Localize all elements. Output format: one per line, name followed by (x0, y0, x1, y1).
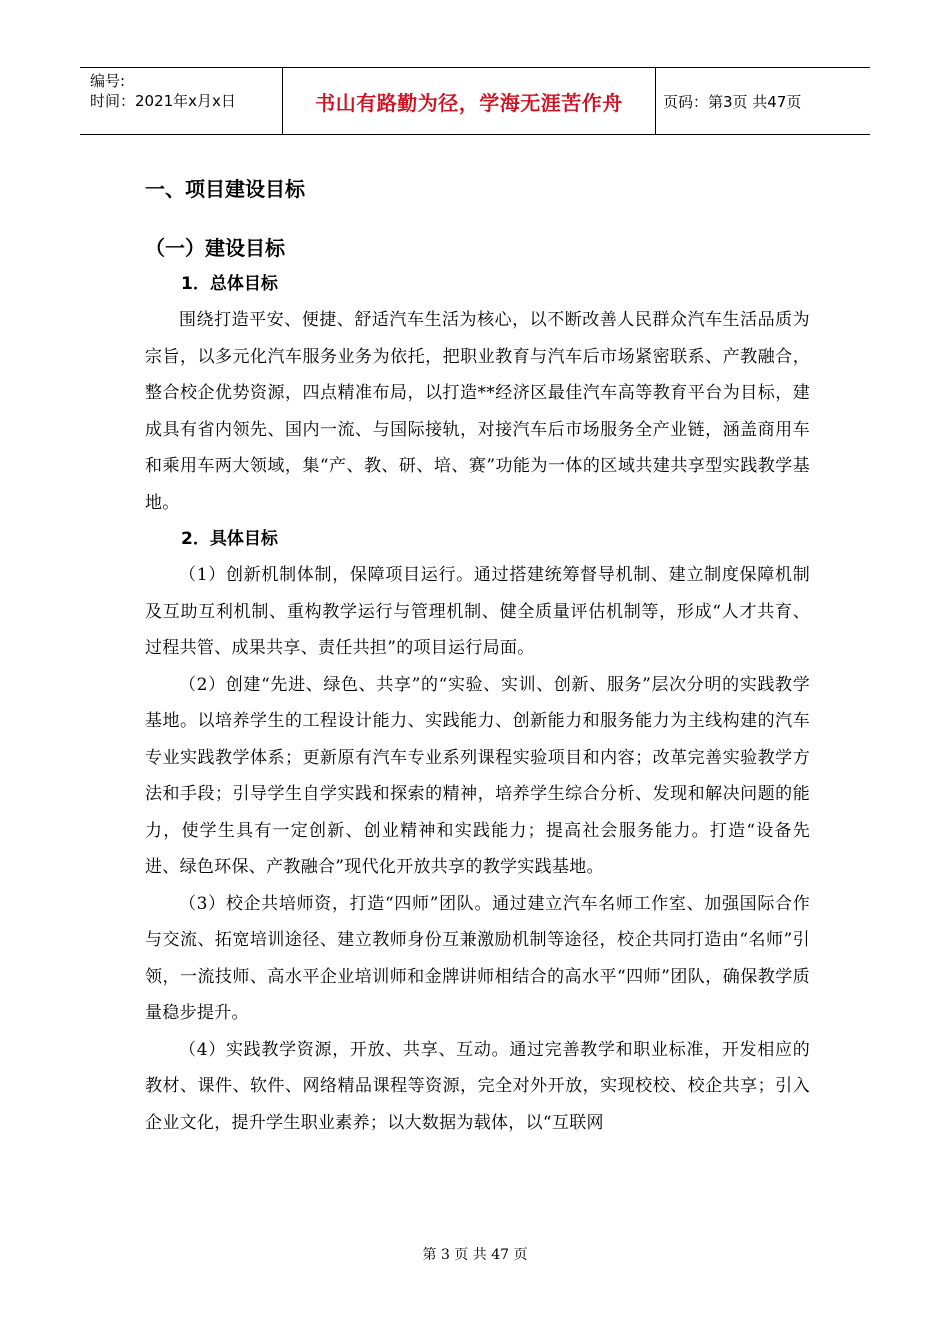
header-motto: 书山有路勤为径，学海无涯苦作舟 (282, 68, 656, 134)
overall-goal-heading: 1．总体目标 (181, 274, 278, 294)
document-number-label: 编号: (90, 72, 126, 90)
document-date: 时间：2021年x月x日 (90, 92, 236, 110)
header-meta (80, 68, 282, 134)
overall-goal-paragraph: 围绕打造平安、便捷、舒适汽车生活为核心，以不断改善人民群众汽车生活品质为宗旨，以多元化汽车服务业务为依托，把职业教育与汽车后市场紧密联系、产教融合，整合校企优势资源，四点精准布局，以打造**经济区最佳汽车高等教育平台为目标，建成具有省内领先、国内一流、与国际接轨，对接汽车后市场服务全产业链，涵盖商用车和乘用车两大领域，集“产、教、研、培、赛”功能为一体的区域共建共享型实践教学基地。 (145, 310, 810, 513)
page-footer: 第 3 页 共 47 页 (422, 1247, 528, 1263)
section-subtitle: （一）建设目标 (145, 236, 285, 260)
header-page-info: 页码：第3页 共47页 (663, 92, 802, 111)
page-header (80, 67, 870, 135)
specific-goal-item-4: （4）实践教学资源，开放、共享、互动。通过完善教学和职业标准，开发相应的教材、课件、软件、网络精品课程等资源，完全对外开放，实现校校、校企共享；引入企业文化，提升学生职业素养；以大数据为载体，以“互联网 (145, 1039, 810, 1133)
specific-goal-heading: 2．具体目标 (181, 529, 278, 549)
section-title: 一、项目建设目标 (145, 177, 305, 201)
document-body (145, 160, 810, 1141)
specific-goal-item-3: （3）校企共培师资，打造“四师”团队。通过建立汽车名师工作室、加强国际合作与交流、拓宽培训途径、建立教师身份互兼激励机制等途径，校企共同打造由“名师”引领，一流技师、高水平企业培训师和金牌讲师相结合的高水平“四师”团队，确保教学质量稳步提升。 (145, 893, 810, 1023)
specific-goal-item-2: （2）创建“先进、绿色、共享”的“实验、实训、创新、服务”层次分明的实践教学基地。以培养学生的工程设计能力、实践能力、创新能力和服务能力为主线构建的汽车专业实践教学体系；更新原有汽车专业系列课程实验项目和内容；改革完善实验教学方法和手段；引导学生自学实践和探索的精神，培养学生综合分析、发现和解决问题的能力，使学生具有一定创新、创业精神和实践能力；提高社会服务能力。打造“设备先进、绿色环保、产教融合”现代化开放共享的教学实践基地。 (145, 674, 810, 877)
specific-goal-item-1: （1）创新机制体制，保障项目运行。通过搭建统筹督导机制、建立制度保障机制及互助互利机制、重构教学运行与管理机制、健全质量评估机制等，形成“人才共育、过程共管、成果共享、责任共担”的项目运行局面。 (145, 565, 810, 658)
